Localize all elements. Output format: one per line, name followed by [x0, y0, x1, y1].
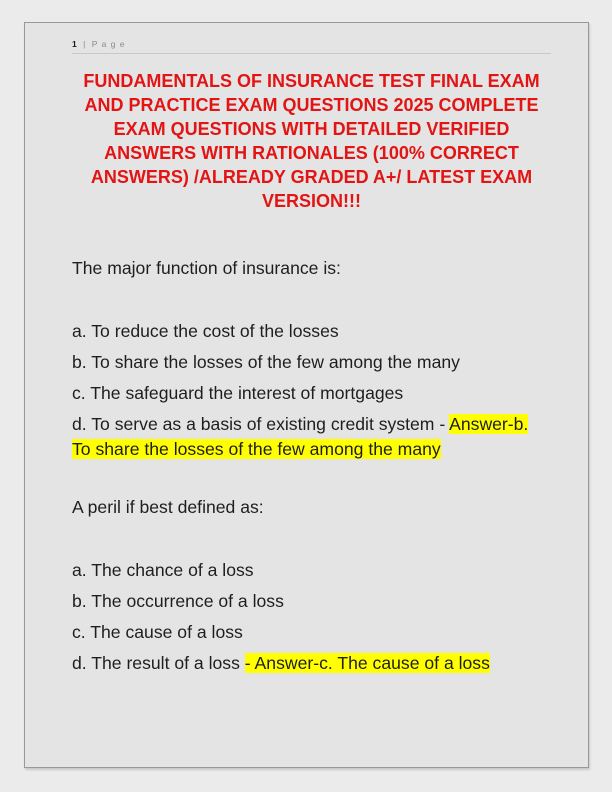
- document-title: [72, 69, 551, 213]
- option-text: c. The cause of a loss: [72, 622, 243, 642]
- option-text: c. The safeguard the interest of mortgages: [72, 383, 404, 403]
- title-line: ANSWERS) /ALREADY GRADED A+/ LATEST EXAM: [90, 167, 533, 187]
- option-b: [72, 589, 551, 614]
- page-header: [72, 39, 551, 49]
- page-word: P a g e: [91, 39, 126, 49]
- option-text: d. The result of a loss: [72, 653, 245, 673]
- option-text: d. To serve as a basis of existing credit system -: [72, 414, 450, 434]
- option-text: b. To share the losses of the few among the many: [72, 352, 460, 372]
- option-c: [72, 620, 551, 645]
- option-text: a. To reduce the cost of the losses: [72, 321, 339, 341]
- title-line: FUNDAMENTALS OF INSURANCE TEST FINAL EXAM: [83, 71, 540, 91]
- option-d: [72, 651, 551, 676]
- question-text: The major function of insurance is:: [72, 258, 341, 278]
- answer-highlight: - Answer-c. The cause of a loss: [244, 653, 490, 673]
- question-block-2: [72, 495, 551, 676]
- option-c: [72, 381, 551, 406]
- option-a: [72, 558, 551, 583]
- question-text: A peril if best defined as:: [72, 497, 264, 517]
- document-page: [24, 22, 589, 768]
- option-text: b. The occurrence of a loss: [72, 591, 284, 611]
- page-content: [25, 23, 588, 676]
- title-line: VERSION!!!: [262, 191, 361, 211]
- option-a: [72, 319, 551, 344]
- option-d: [72, 412, 551, 462]
- title-line: ANSWERS WITH RATIONALES (100% CORRECT: [104, 143, 519, 163]
- header-rule: [72, 53, 551, 54]
- option-text: a. The chance of a loss: [72, 560, 254, 580]
- answer-highlight: To share the losses of the few among the many: [72, 439, 441, 459]
- title-line: AND PRACTICE EXAM QUESTIONS 2025 COMPLETE: [84, 95, 539, 115]
- title-line: EXAM QUESTIONS WITH DETAILED VERIFIED: [113, 119, 510, 139]
- option-b: [72, 350, 551, 375]
- answer-highlight: Answer-b.: [449, 414, 529, 434]
- question-block-1: [72, 256, 551, 462]
- page-header-separator: |: [83, 39, 87, 49]
- page-number: 1: [72, 39, 78, 49]
